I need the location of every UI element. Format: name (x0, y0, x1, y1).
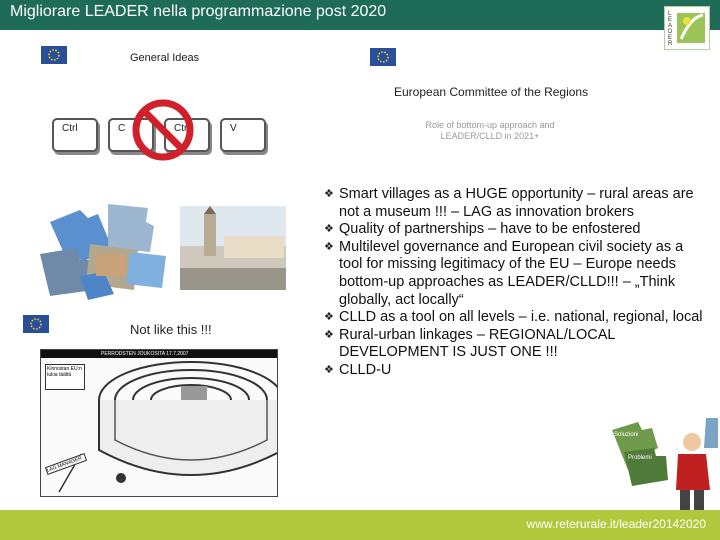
leader-logo (664, 6, 710, 50)
cartoon-banner: PERRODSTEN JOUKOSITA 17.7.2007 (101, 351, 189, 357)
faint-caption: Role of bottom-up approach and LEADER/CLLD in 2021+ (425, 120, 555, 141)
puzzle-pieces-image (30, 192, 178, 304)
committee-heading: European Committee of the Regions (394, 85, 589, 99)
eu-flag-icon (23, 315, 49, 333)
bullet-item: ❖ CLLD-U (324, 362, 704, 380)
bullet-item: ❖ Smart villages as a HUGE opportunity – rural areas are not a museum !!! – LAG as innovation brokers (324, 186, 704, 221)
cartoon-sign: Kinnostan EU:n tukia täältä (45, 364, 85, 390)
key-v: V (220, 118, 266, 152)
page-title: Migliorare LEADER nella programmazione post 2020 (10, 3, 387, 20)
puzzle-person-figure (606, 412, 720, 510)
bullet-item: ❖ CLLD as a tool on all levels – i.e. national, regional, local (324, 309, 704, 327)
bullet-item: ❖ Quality of partnerships – have to be enfostered (324, 221, 704, 239)
general-ideas-heading: General Ideas (130, 52, 200, 64)
figure-sign-2: Problemi (628, 455, 652, 461)
logo-text: LEADER (668, 11, 673, 47)
not-like-this-label: Not like this !!! (130, 322, 212, 337)
labyrinth-cartoon (40, 349, 278, 497)
key-c: C (108, 118, 154, 152)
footer-url[interactable]: www.reterurale.it/leader20142020 (526, 517, 706, 531)
figure-sign-1: Soluzioni (614, 432, 639, 438)
logo-graphic (665, 7, 709, 49)
eu-flag-icon (41, 46, 67, 64)
bullet-list (324, 186, 704, 380)
key-ctrl: Ctrl (52, 118, 98, 152)
prohibited-icon (131, 98, 195, 162)
bullet-item: ❖ Multilevel governance and European civil society as a tool for missing legitimacy of the EU – Europe needs bottom-up approaches as LEADER/CLLD!!! – „Think globally, act locally“ (324, 239, 704, 309)
town-square-image (180, 206, 286, 290)
key-ctrl: Ctrl (164, 118, 210, 152)
cartoon-tag: LAG MANAGER (45, 453, 87, 475)
eu-flag-icon (370, 48, 396, 66)
bullet-item: ❖ Rural-urban linkages – REGIONAL/LOCAL DEVELOPMENT IS JUST ONE !!! (324, 327, 704, 362)
